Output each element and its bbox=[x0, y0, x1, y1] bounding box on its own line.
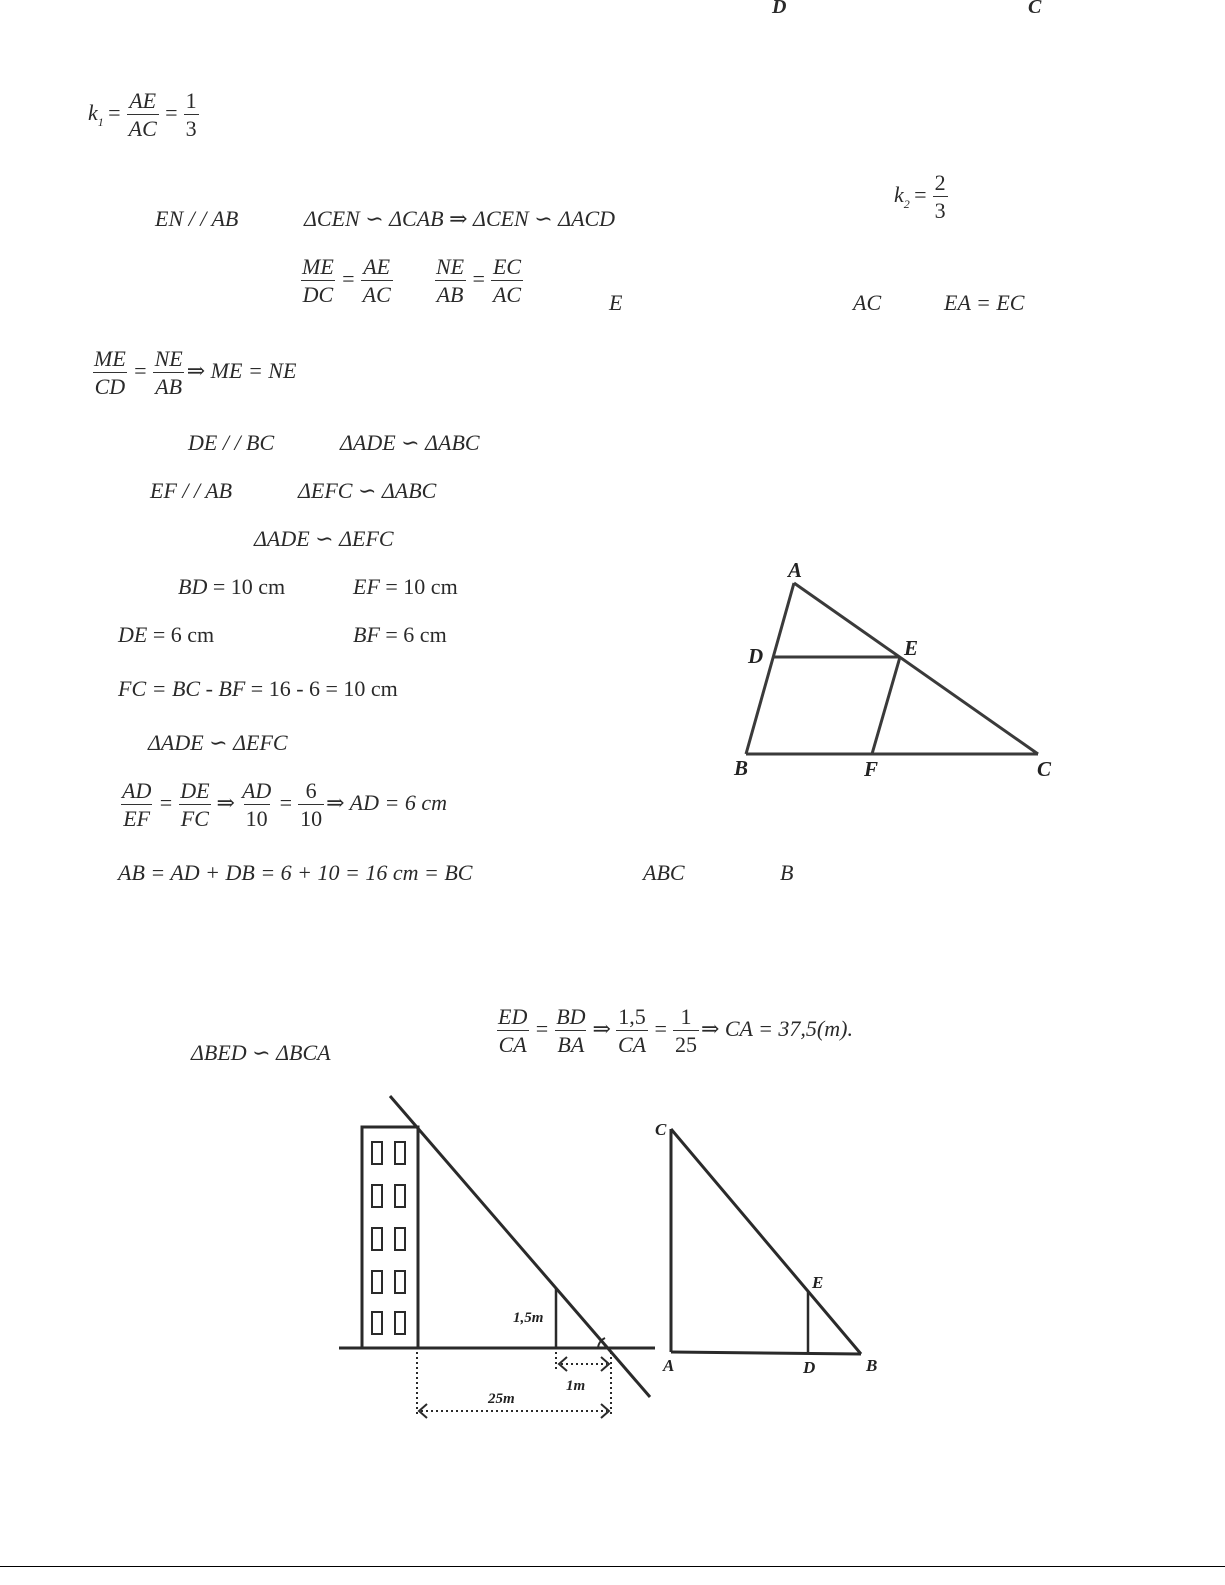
ne-num: NE bbox=[154, 346, 183, 371]
fc-value: = 16 - 6 = 10 cm bbox=[250, 676, 398, 701]
k1-fraction-1 bbox=[127, 90, 159, 140]
k2-fraction bbox=[933, 172, 948, 222]
label-e: E bbox=[904, 636, 919, 660]
building-windows bbox=[372, 1142, 405, 1334]
height-label: 1,5m bbox=[513, 1310, 544, 1326]
triangle-abc-label: ABC bbox=[643, 860, 685, 885]
ca-den: CA bbox=[498, 1032, 527, 1057]
top-label-c: C bbox=[1028, 0, 1042, 18]
right-triangle-figure bbox=[650, 1110, 885, 1380]
en-parallel-ab: EN / / AB bbox=[155, 206, 239, 231]
ef-length bbox=[353, 574, 458, 600]
ab-equation: AB = AD + DB = 6 + 10 = 16 cm = BC bbox=[118, 860, 473, 885]
fc-den2: FC bbox=[180, 806, 209, 831]
bottom-rule bbox=[0, 1566, 1225, 1567]
bd-value: = 10 cm bbox=[212, 574, 286, 599]
me-dc-ratio: $\frac{ME}{DC}$ = $\frac{AE}{AC}$ bbox=[302, 254, 391, 307]
de-value: = 6 cm bbox=[152, 622, 215, 647]
k2-den: 3 bbox=[934, 198, 946, 223]
triangle-abc-figure bbox=[720, 555, 1060, 785]
ea-ec-equality: EA = EC bbox=[944, 290, 1025, 315]
efc-abc-similarity: ΔEFC ∽ ΔABC bbox=[298, 478, 437, 503]
ratio-num-me: ME bbox=[302, 254, 334, 279]
ad-num1: AD bbox=[122, 778, 152, 803]
building-shadow-figure bbox=[335, 1090, 660, 1435]
k2-subscript: 2 bbox=[903, 197, 910, 212]
segment-ef bbox=[872, 657, 900, 754]
de-num2: DE bbox=[180, 778, 210, 803]
fc-expression: FC = BC - BF bbox=[118, 676, 246, 701]
ade-abc-similarity: ΔADE ∽ ΔABC bbox=[340, 430, 480, 455]
ratio-num-ae: AE bbox=[363, 254, 391, 279]
cen-similarity: ΔCEN ∽ ΔCAB ⇒ ΔCEN ∽ ΔACD bbox=[304, 206, 616, 231]
ef-label: EF bbox=[353, 574, 380, 599]
segment-ac bbox=[794, 583, 1038, 754]
bed-bca-similarity: ΔBED ∽ ΔBCA bbox=[191, 1040, 331, 1065]
de-parallel-bc: DE / / BC bbox=[188, 430, 275, 455]
right-label-d: D bbox=[803, 1358, 816, 1377]
ratio-den-ac2: AC bbox=[492, 282, 522, 307]
bf-length bbox=[353, 622, 447, 648]
top-label-d: D bbox=[772, 0, 787, 18]
ratio-num-ec: EC bbox=[492, 254, 522, 279]
segment-ac-label: AC bbox=[853, 290, 882, 315]
ad-equation: $\frac{AD}{EF}$ = $\frac{DE}{FC}$ ⇒ $\frac{AD}{10}$ = $\frac{6}{10}$ ⇒ AD = 6 cm bbox=[122, 778, 448, 831]
vertex-b-label: B bbox=[780, 860, 794, 885]
cd-den: CD bbox=[94, 374, 126, 399]
ten-den3: 10 bbox=[245, 806, 268, 831]
bd-label: BD bbox=[178, 574, 208, 599]
six-num4: 6 bbox=[305, 778, 317, 803]
segment-ab-right bbox=[671, 1352, 861, 1354]
ef-value: = 10 cm bbox=[385, 574, 458, 599]
bd-num: BD bbox=[556, 1004, 586, 1029]
twentyfive-meter-label: 25m bbox=[488, 1391, 515, 1407]
bed-ratio-equation: $\frac{ED}{CA}$ = $\frac{BD}{BA}$ ⇒ $\frac{1,5}{CA}$ = $\frac{1}{25}$ ⇒ CA = 37,5(m). bbox=[498, 1004, 853, 1057]
ade-efc-similarity: ΔADE ∽ ΔEFC bbox=[254, 526, 394, 551]
k1-num1: AE bbox=[129, 88, 157, 113]
segment-ab bbox=[746, 583, 794, 754]
right-label-b: B bbox=[866, 1356, 878, 1375]
right-label-c: C bbox=[655, 1120, 667, 1139]
k1-num2: 1 bbox=[185, 88, 197, 113]
k2-num: 2 bbox=[934, 170, 946, 195]
height-num: 1,5 bbox=[618, 1004, 646, 1029]
sun-ray-line bbox=[390, 1096, 650, 1397]
one-num: 1 bbox=[680, 1004, 692, 1029]
ratio-den-ab: AB bbox=[436, 282, 464, 307]
me-num: ME bbox=[94, 346, 126, 371]
k2-equation: $k_2$ = $\frac{2}{3}$ bbox=[894, 170, 946, 223]
ef-den1: EF bbox=[123, 806, 151, 831]
bd-length bbox=[178, 574, 285, 600]
segment-cb bbox=[671, 1129, 861, 1354]
ca-conclusion: ⇒ CA = 37,5(m). bbox=[700, 1016, 853, 1042]
fc-computation bbox=[118, 676, 398, 702]
k1-symbol: k bbox=[88, 100, 98, 126]
label-f: F bbox=[864, 757, 879, 781]
ten-den4: 10 bbox=[300, 806, 323, 831]
ef-parallel-ab: EF / / AB bbox=[150, 478, 233, 503]
k1-den1: AC bbox=[128, 116, 157, 141]
right-label-e: E bbox=[812, 1273, 824, 1292]
ratio-num-ne: NE bbox=[436, 254, 465, 279]
de-label: DE bbox=[118, 622, 148, 647]
bf-value: = 6 cm bbox=[385, 622, 447, 647]
ratio-den-ac: AC bbox=[362, 282, 391, 307]
label-c: C bbox=[1037, 757, 1052, 781]
me-ne-conclusion: ⇒ ME = NE bbox=[186, 358, 297, 384]
label-a: A bbox=[788, 558, 803, 582]
k2-symbol: k bbox=[894, 182, 904, 208]
building bbox=[362, 1127, 418, 1348]
ade-efc-similarity-2: ΔADE ∽ ΔEFC bbox=[148, 730, 288, 755]
ca-den2: CA bbox=[617, 1032, 647, 1057]
k1-den2: 3 bbox=[185, 116, 197, 141]
bf-label: BF bbox=[353, 622, 380, 647]
ratio-den-dc: DC bbox=[302, 282, 334, 307]
k1-fraction-2 bbox=[184, 90, 199, 140]
ab-den: AB bbox=[155, 374, 183, 399]
ne-ab-ratio: $\frac{NE}{AB}$ = $\frac{EC}{AC}$ bbox=[436, 254, 522, 307]
ad-conclusion: ⇒ AD = 6 cm bbox=[326, 790, 448, 816]
ba-den: BA bbox=[557, 1032, 585, 1057]
label-b: B bbox=[734, 756, 749, 780]
twentyfive-den: 25 bbox=[674, 1032, 697, 1057]
label-d: D bbox=[748, 644, 764, 668]
one-meter-label: 1m bbox=[566, 1378, 586, 1394]
ed-num: ED bbox=[498, 1004, 528, 1029]
de-length bbox=[118, 622, 214, 648]
point-e-label: E bbox=[609, 290, 623, 315]
ad-num3: AD bbox=[241, 778, 272, 803]
me-ne-equation: $\frac{ME}{CD}$ = $\frac{NE}{AB}$ ⇒ ME = NE bbox=[94, 346, 297, 399]
right-label-a: A bbox=[663, 1356, 675, 1375]
k1-subscript: 1 bbox=[97, 115, 104, 130]
k1-equation: $k_1$ = $\frac{AE}{AC}$ = $\frac{1}{3}$ bbox=[88, 88, 197, 141]
